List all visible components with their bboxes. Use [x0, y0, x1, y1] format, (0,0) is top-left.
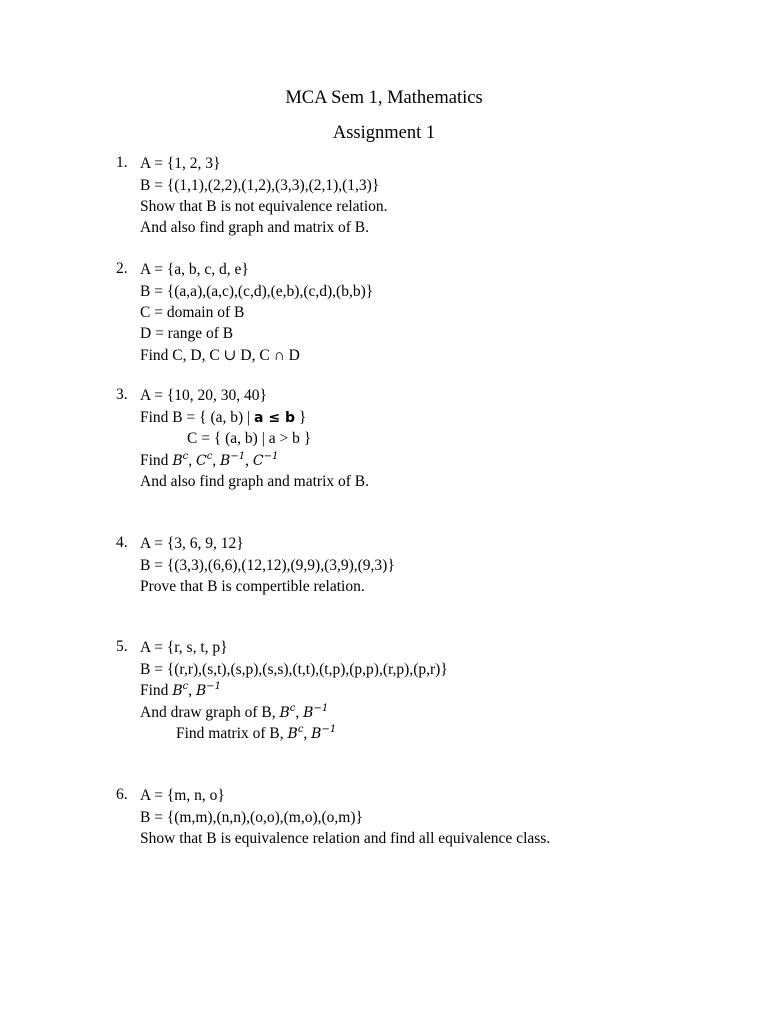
question-line: B = {(1,1),(2,2),(1,2),(3,3),(2,1),(1,3)} [140, 177, 380, 194]
math-symbol: $B^c$ [172, 451, 189, 469]
question-line: Find C, D, C ∪ D, C ∩ D [140, 347, 300, 364]
line-text: And draw graph of B, [140, 704, 280, 721]
question-line: Find matrix of B, $B^c$, $B^{-1}$ [176, 724, 337, 742]
question-line: Show that B is not equivalence relation. [140, 198, 388, 215]
question-line: Find $B^c$, $B^{-1}$ [140, 681, 222, 699]
math-symbol: $B^{-1}$ [195, 681, 222, 699]
question-number: 2. [116, 260, 128, 277]
question-number: 4. [116, 534, 128, 551]
math-symbol: $C^{-1}$ [252, 451, 279, 469]
line-text: Find matrix of B, [176, 725, 288, 742]
question-line: B = {(3,3),(6,6),(12,12),(9,9),(3,9),(9,3)} [140, 557, 395, 574]
page-title: MCA Sem 1, Mathematics [285, 88, 483, 108]
math-symbol: $B^c$ [279, 703, 296, 721]
question-line: A = {3, 6, 9, 12} [140, 535, 244, 552]
page-subtitle: Assignment 1 [332, 123, 436, 143]
math-symbol: $B^c$ [172, 681, 189, 699]
question-line: A = {1, 2, 3} [140, 155, 221, 172]
question-line: And draw graph of B, $B^c$, $B^{-1}$ [140, 703, 329, 721]
line-text: Find [140, 452, 173, 469]
question-line: And also find graph and matrix of B. [140, 219, 370, 236]
math-symbol: $C^c$ [195, 451, 213, 469]
math-symbol: $B^{-1}$ [303, 703, 329, 721]
question-line: Show that B is equivalence relation and find all equivalence class. [140, 830, 551, 847]
question-number: 5. [116, 638, 128, 655]
question-line: Prove that B is compertible relation. [140, 578, 365, 595]
question-line: B = {(m,m),(n,n),(o,o),(m,o),(o,m)} [140, 809, 363, 826]
question-line: C = domain of B [140, 304, 245, 321]
question-number: 1. [116, 154, 128, 171]
question-line: A = {m, n, o} [140, 787, 225, 804]
math-symbol: $B^{-1}$ [311, 724, 337, 742]
question-line [140, 408, 306, 428]
question-line: B = {(a,a),(a,c),(c,d),(e,b),(c,d),(b,b)} [140, 283, 374, 300]
question-line: Find $B^c$, $C^c$, $B^{-1}$, $C^{-1}$ [140, 451, 279, 469]
relation-condition: a ≤ b [254, 410, 295, 426]
line-text: Find B = { (a, b) | [140, 409, 255, 426]
question-line: A = {r, s, t, p} [140, 639, 228, 656]
question-line: A = {a, b, c, d, e} [140, 261, 249, 278]
question-number: 6. [116, 786, 128, 803]
question-line: And also find graph and matrix of B. [140, 473, 370, 490]
question-line: B = {(r,r),(s,t),(s,p),(s,s),(t,t),(t,p),(p,p),(r,p),(p,r)} [140, 661, 448, 678]
question-number: 3. [116, 386, 128, 403]
line-text: Find [140, 682, 173, 699]
question-line: A = {10, 20, 30, 40} [140, 387, 267, 404]
math-symbol: $B^c$ [287, 724, 304, 742]
question-line: C = { (a, b) | a > b } [187, 430, 312, 447]
question-line: D = range of B [140, 325, 234, 342]
line-text: } [294, 409, 307, 426]
math-symbol: $B^{-1}$ [220, 451, 246, 469]
